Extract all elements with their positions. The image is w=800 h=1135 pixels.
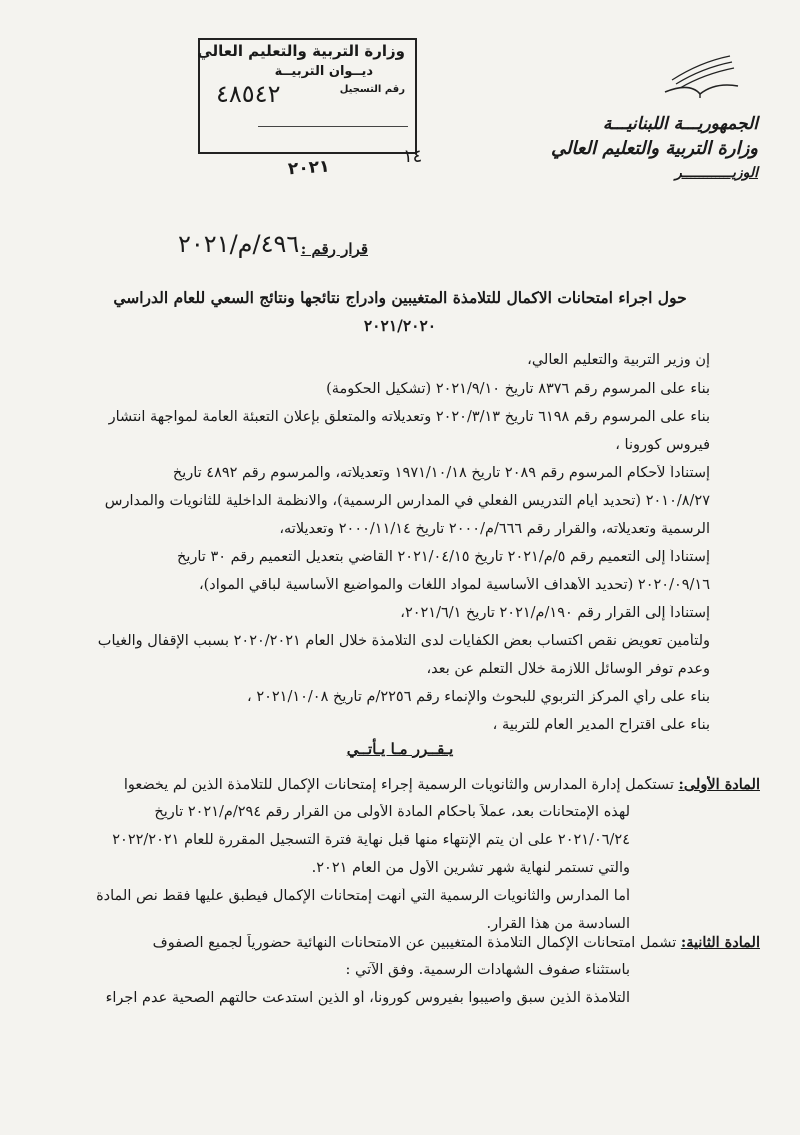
minister-title: الوزيــــــــــــر (675, 165, 758, 181)
decision-title-year: ٢٠٢١/٢٠٢٠ (363, 316, 437, 335)
stamp-day: ١٤ (403, 146, 423, 167)
preamble-line: إستناداً إلى التعميم رقم ٥/م/٢٠٢١ تاريخ ٢٠٢١/٠٤/١٥ القاضي بتعديل التعميم رقم ٣٠ تاريخ (176, 549, 710, 565)
preamble-line: ٢٠١٠/٨/٢٧ (تحديد أيام التدريس الفعلي في المدارس الرسمية)، والانظمة الداخلية للثانويات والمدارس (104, 493, 710, 509)
article2-first-line (30, 934, 760, 951)
stamp-divider (258, 126, 408, 128)
preamble-line: بناء على اقتراح المدير العام للتربية ، (492, 717, 710, 733)
stamp-office: ديــوان التربيــة (274, 64, 373, 79)
article1-line: والتي تستمر لنهاية شهر تشرين الأول من العام ٢٠٢١. (311, 860, 630, 876)
preamble-line: ٢٠٢٠/٠٩/١٦ (تحديد الأهداف الأساسية لمواد اللغات والمواضيع الأساسية لباقي المواد)، (198, 577, 710, 593)
article1-label: المادة الأولى: (678, 776, 760, 793)
preamble-line: وعدم توفر الوسائل اللازمة خلال التعلم عن بعد، (426, 661, 710, 677)
ministry-logo-icon (660, 52, 740, 102)
preamble-line: بناء على المرسوم رقم ٨٣٧٦ تاريخ ٢٠٢١/٩/١٠ (تشكيل الحكومة) (326, 381, 710, 397)
article1-line: ٢٠٢١/٠٦/٢٤ على أن يتم الإنتهاء منها قبل نهاية فترة التسجيل المقررة للعام ٢٠٢٢/٢٠٢١ (112, 832, 630, 848)
article1-line: السادسة من هذا القرار. (486, 916, 630, 932)
stamp-ministry: وزارة التربية والتعليم العالي (197, 42, 405, 60)
stamp-year: ٢٠٢١ (287, 156, 331, 180)
article2-line: التلامذة الذين سبق واصيبوا بفيروس كورونا، أو الذين استدعت حالتهم الصحية عدم اجراء (105, 990, 630, 1006)
preamble-line: بناء على رأي المركز التربوي للبحوث والإنماء رقم ٢٢٥٦/م تاريخ ٢٠٢١/١٠/٠٨ ، (247, 689, 710, 705)
preamble-line: الرسمية وتعديلاته، والقرار رقم ٦٦٦/م/٢٠٠٠ تاريخ ٢٠٠٠/١١/١٤ وتعديلاته، (279, 521, 710, 537)
preamble-line: بناء على المرسوم رقم ٦١٩٨ تاريخ ٢٠٢٠/٣/١٣ وتعديلاته والمتعلق بإعلان التعبئة العامة لمواجهة انتشار (108, 409, 710, 425)
ministry-header (498, 110, 758, 181)
preamble-line: إستناداً إلى القرار رقم ١٩٠/م/٢٠٢١ تاريخ ٢٠٢١/٦/١، (400, 605, 710, 621)
stamp-reg-number: ٤٨٥٤٢ (216, 80, 281, 108)
decision-label: قرار رقم : (300, 240, 368, 258)
preamble-line: إستناداً لأحكام المرسوم رقم ٢٠٨٩ تاريخ ١٩٧١/١٠/١٨ وتعديلاته، والمرسوم رقم ٤٨٩٢ تاريخ (172, 465, 710, 481)
stamp-reg-label: رقم التسجيل (339, 84, 405, 95)
article2-label: المادة الثانية: (680, 934, 760, 951)
article1-line: أما المدارس والثانويات الرسمية التي أنهت إمتحانات الإكمال فيطبق عليها فقط نص المادة (96, 888, 630, 904)
article1-text: تستكمل إدارة المدارس والثانويات الرسمية إجراء إمتحانات الإكمال للتلامذة الذين لم يخضعوا (123, 777, 674, 793)
preamble-line: ولتأمين تعويض نقص اكتساب بعض الكفايات لدى التلامذة خلال العام ٢٠٢٠/٢٠٢١ بسبب الإقفال والغياب (97, 633, 710, 649)
decision-title: حول اجراء امتحانات الاكمال للتلامذة المتغيبين وادراج نتائجها ونتائج السعي للعام الدراسي (113, 288, 687, 307)
preamble-line: فيروس كورونا ، (615, 437, 710, 453)
article2-line: باستثناء صفوف الشهادات الرسمية. وفق الآتي : (345, 962, 630, 978)
republic-title: الجمهوريـــة اللبنانيـــة (602, 114, 758, 134)
ministry-title: وزارة التربية والتعليم العالي (550, 138, 758, 159)
decides-heading: يـقــرر مـا يـأتــي (346, 740, 454, 758)
article2-text: تشمل امتحانات الإكمال التلامذة المتغيبين عن الامتحانات النهائية حضورياً لجميع الصفوف (152, 935, 677, 951)
article1-line: لهذه الإمتحانات بعد، عملاً بأحكام المادة الأولى من القرار رقم ٢٩٤/م/٢٠٢١ تاريخ (154, 804, 630, 820)
registration-stamp (197, 38, 423, 188)
article1-first-line (30, 776, 760, 793)
decision-number: ٤٩٦/م/٢٠٢١ (178, 230, 300, 258)
preamble-line: إن وزير التربية والتعليم العالي، (527, 352, 710, 368)
